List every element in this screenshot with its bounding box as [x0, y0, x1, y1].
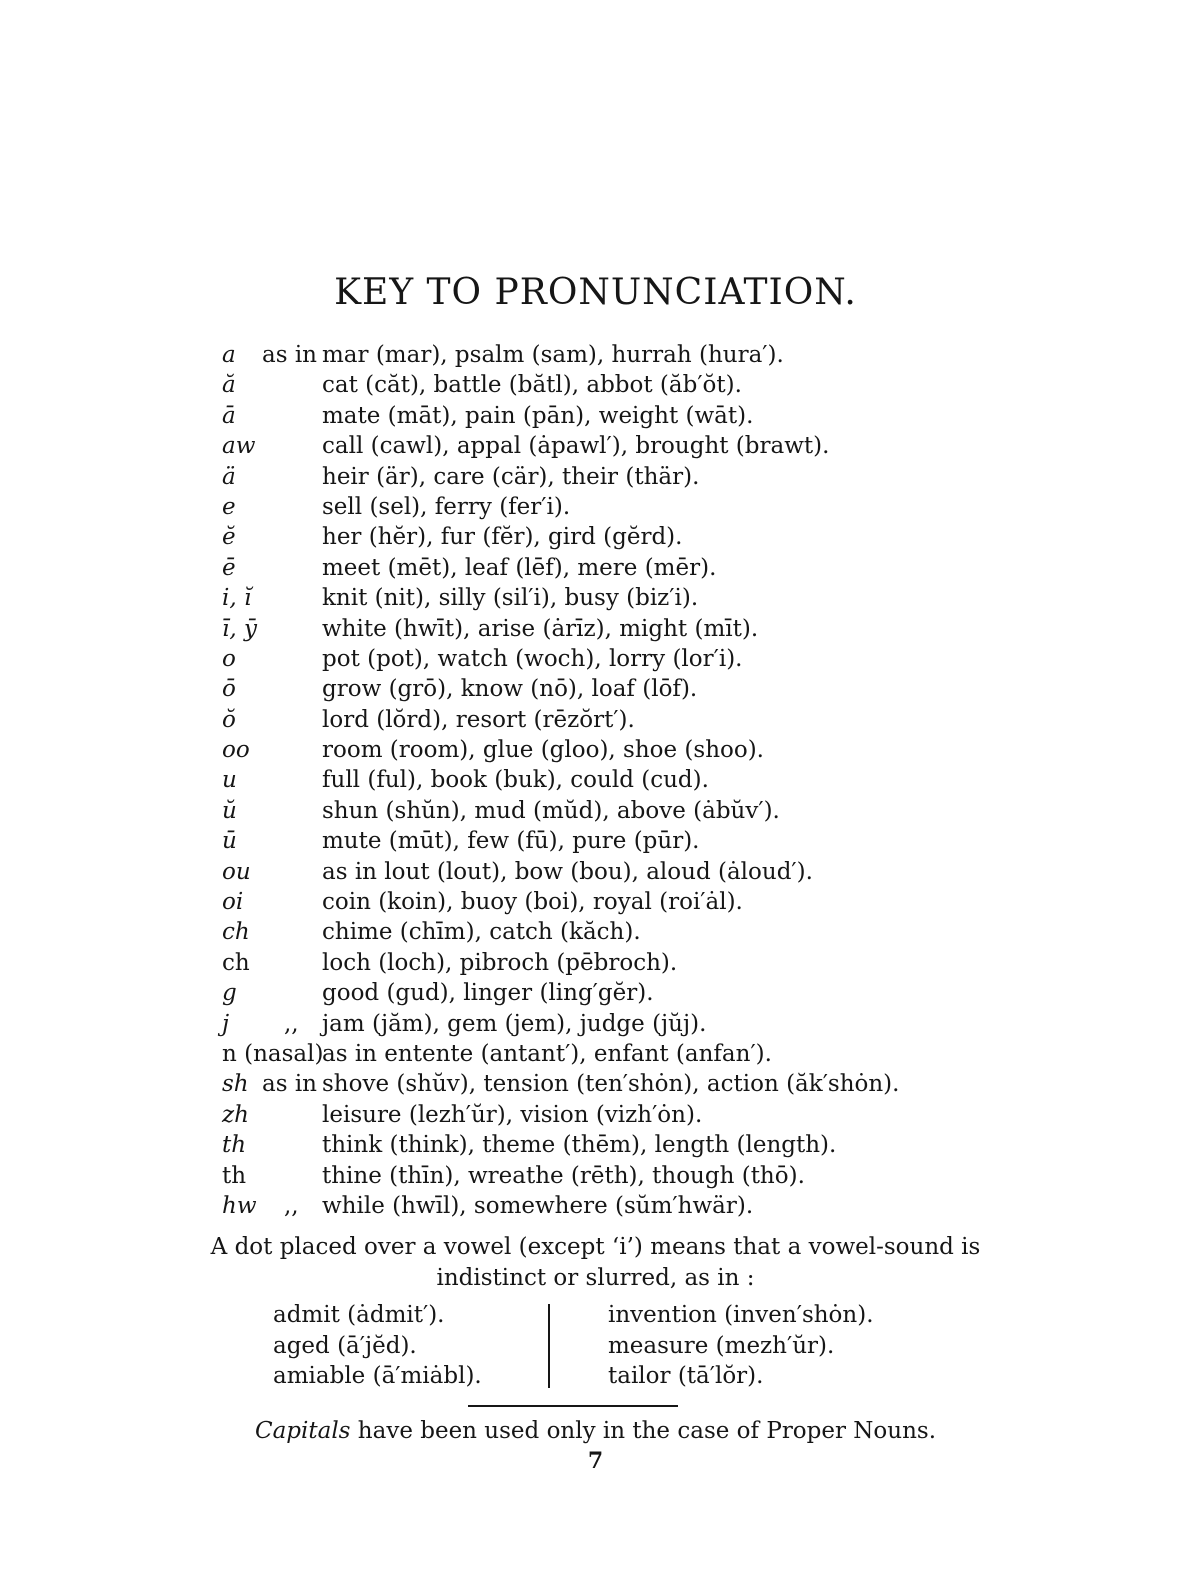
key-symbol: oi	[222, 889, 244, 916]
key-symbol: ä	[222, 463, 236, 490]
key-symbol: zh	[222, 1101, 249, 1128]
key-row	[222, 644, 1122, 674]
key-example: mate (māt), pain (pān), weight (wāt).	[322, 402, 754, 429]
key-symbol: o	[222, 645, 236, 672]
key-row	[222, 522, 1122, 552]
examples-left-column	[273, 1300, 482, 1392]
key-connector: ,,	[284, 1010, 299, 1037]
key-row	[222, 765, 1122, 795]
key-symbol: oo	[222, 737, 250, 764]
key-symbol: i, ĭ	[222, 585, 252, 612]
key-symbol: ū	[222, 828, 237, 855]
key-symbol: th	[222, 1162, 247, 1189]
key-example: shun (shŭn), mud (mŭd), above (ȧbŭv′).	[322, 797, 780, 824]
key-example: pot (pot), watch (woch), lorry (lor′i).	[322, 645, 743, 672]
key-example: as in lout (lout), bow (bou), aloud (ȧloud′).	[322, 858, 813, 885]
key-symbol: g	[222, 980, 237, 1007]
key-symbol: ŭ	[222, 797, 237, 824]
footer-note	[0, 1418, 1191, 1444]
horizontal-rule	[468, 1405, 678, 1407]
key-example: coin (koin), buoy (boi), royal (roi′ȧl).	[322, 889, 743, 916]
page-title: KEY TO PRONUNCIATION.	[334, 272, 857, 313]
key-example: room (room), glue (gloo), shoe (shoo).	[322, 737, 764, 764]
key-row	[222, 948, 1122, 978]
key-symbol: j	[222, 1010, 230, 1037]
footer-text: have been used only in the case of Proper Nouns.	[350, 1418, 937, 1444]
key-row	[222, 705, 1122, 735]
key-example: as in entente (antant′), enfant (anfan′).	[322, 1040, 772, 1067]
key-row	[222, 857, 1122, 887]
footer-italic: Capitals	[254, 1418, 351, 1444]
key-row	[222, 1039, 1122, 1069]
key-symbol: u	[222, 767, 237, 794]
key-row	[222, 370, 1122, 400]
key-example: chime (chīm), catch (kăch).	[322, 919, 641, 946]
key-row	[222, 1100, 1122, 1130]
slurred-examples	[0, 1300, 1191, 1392]
key-example: jam (jăm), gem (jem), judge (jŭj).	[322, 1010, 707, 1037]
key-symbol: ch	[222, 919, 250, 946]
examples-right-column	[608, 1300, 874, 1392]
key-symbol: ō	[222, 676, 236, 703]
example-item: measure (mezh′ŭr).	[608, 1332, 835, 1359]
key-example: meet (mēt), leaf (lēf), mere (mēr).	[322, 554, 717, 581]
key-example: her (hĕr), fur (fĕr), gird (gĕrd).	[322, 524, 683, 551]
key-row	[222, 796, 1122, 826]
key-example: heir (är), care (cär), their (thär).	[322, 463, 700, 490]
key-row	[222, 1009, 1122, 1039]
key-example: knit (nit), silly (sil′i), busy (biz′i).	[322, 585, 699, 612]
key-symbol: ă	[222, 372, 236, 399]
key-connector: ,,	[284, 1192, 299, 1219]
key-example: shove (shŭv), tension (ten′shȯn), action (ăk′shȯn).	[322, 1071, 900, 1098]
key-example: lord (lŏrd), resort (rēzŏrt′).	[322, 706, 635, 733]
key-example: call (cawl), appal (ȧpawl′), brought (brawt).	[322, 433, 830, 460]
dot-note-line-1: A dot placed over a vowel (except ‘i’) means that a vowel-sound is	[210, 1234, 981, 1260]
key-symbol: sh	[222, 1071, 249, 1098]
key-row	[222, 492, 1122, 522]
key-connector: as in	[262, 1071, 317, 1098]
key-symbol: ou	[222, 858, 251, 885]
key-example: full (ful), book (buk), could (cud).	[322, 767, 709, 794]
key-row	[222, 462, 1122, 492]
example-item: tailor (tā′lŏr).	[608, 1363, 764, 1389]
example-item: amiable (ā′miȧbl).	[273, 1363, 482, 1389]
key-row	[222, 1130, 1122, 1160]
page-number: 7	[587, 1448, 604, 1474]
example-item: invention (inven′shȯn).	[608, 1302, 874, 1328]
key-example: loch (loch), pibroch (pēbroch).	[322, 949, 678, 976]
key-row	[222, 887, 1122, 917]
key-example: good (gud), linger (ling′gĕr).	[322, 980, 654, 1007]
key-example: mute (mūt), few (fū), pure (pūr).	[322, 828, 700, 855]
key-example: leisure (lezh′ŭr), vision (vizh′ȯn).	[322, 1101, 703, 1128]
key-row	[222, 401, 1122, 431]
key-example: grow (grō), know (nō), loaf (lōf).	[322, 676, 698, 703]
dot-note	[0, 1232, 1191, 1294]
key-symbol: ch	[222, 949, 250, 976]
key-row	[222, 583, 1122, 613]
key-symbol: e	[222, 493, 236, 520]
key-example: mar (mar), psalm (sam), hurrah (hura′).	[322, 342, 784, 368]
key-example: while (hwīl), somewhere (sŭm′hwär).	[322, 1192, 754, 1219]
key-row	[222, 826, 1122, 856]
key-example: thine (thīn), wreathe (rēth), though (thō).	[322, 1162, 805, 1189]
key-symbol: ē	[222, 554, 236, 581]
example-item: admit (ȧdmit′).	[273, 1302, 445, 1328]
key-example: think (think), theme (thēm), length (length).	[322, 1132, 837, 1159]
key-symbol: ā	[222, 402, 236, 429]
key-row	[222, 431, 1122, 461]
key-row	[222, 1161, 1122, 1191]
key-symbol: a	[222, 342, 236, 368]
key-symbol: ŏ	[222, 706, 236, 733]
key-example: white (hwīt), arise (ȧrīz), might (mīt).	[322, 615, 759, 642]
key-example: sell (sel), ferry (fer′i).	[322, 493, 571, 520]
dot-note-line-2: indistinct or slurred, as in :	[436, 1265, 755, 1291]
key-row	[222, 1069, 1122, 1099]
key-symbol: th	[222, 1132, 247, 1159]
key-example: cat (căt), battle (bătl), abbot (ăb′ŏt).	[322, 372, 742, 399]
key-symbol: ĕ	[222, 524, 236, 551]
key-row	[222, 614, 1122, 644]
key-row	[222, 735, 1122, 765]
key-connector: as in	[262, 342, 317, 368]
column-divider	[548, 1304, 550, 1388]
key-symbol: aw	[222, 433, 256, 460]
key-symbol: n (nasal)	[222, 1040, 324, 1067]
pronunciation-key-list	[222, 340, 1122, 1221]
key-row	[222, 674, 1122, 704]
key-row	[222, 917, 1122, 947]
key-symbol: hw	[222, 1192, 257, 1219]
key-row	[222, 340, 1122, 370]
key-row	[222, 1191, 1122, 1221]
key-symbol: ī, ȳ	[222, 615, 257, 642]
key-row	[222, 978, 1122, 1008]
example-item: aged (ā′jĕd).	[273, 1332, 417, 1359]
key-row	[222, 553, 1122, 583]
